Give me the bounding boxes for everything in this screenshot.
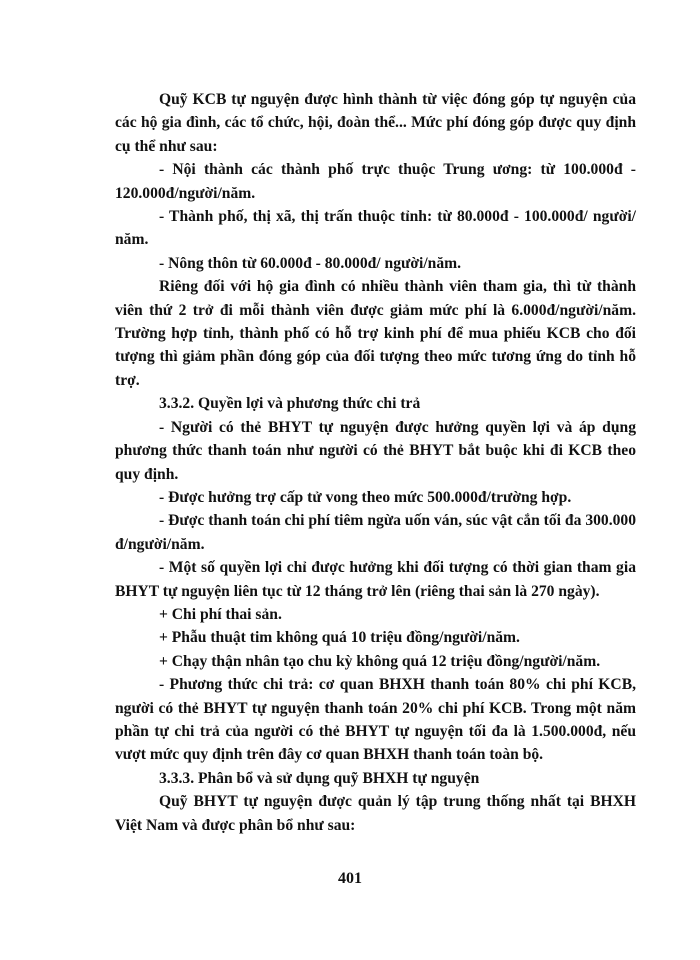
page-number: 401	[338, 870, 362, 887]
paragraph-benefits: - Người có thẻ BHYT tự nguyện được hưởng quyền lợi và áp dụng phương thức thanh toán như người có thẻ BHYT bắt buộc khi đi KCB theo quy định.	[115, 418, 636, 483]
paragraph-fund-allocation: Quỹ BHYT tự nguyện được quản lý tập trung thống nhất tại BHXH Việt Nam và được phân bổ như sau:	[115, 793, 636, 834]
paragraph-urban-fee: - Nội thành các thành phố trực thuộc Trung ương: từ 100.000đ - 120.000đ/người/năm.	[115, 161, 636, 202]
list-item-dialysis: + Chạy thận nhân tạo chu kỳ không quá 12 triệu đồng/người/năm.	[159, 652, 601, 670]
paragraph-household-discount: Riêng đối với hộ gia đình có nhiều thành viên tham gia, thì từ thành viên thứ 2 trở đi mỗi thành viên được giảm mức phí là 6.000đ/người/năm. Trường hợp tỉnh, thành phố có hỗ trợ kinh phí để mua phiếu KCB cho đối tượng thì giảm phần đóng góp của đối tượng theo mức tương ứng do tỉnh hỗ trợ.	[115, 278, 636, 389]
paragraph-vaccination: - Được thanh toán chi phí tiêm ngừa uốn ván, súc vật cắn tối đa 300.000 đ/người/năm.	[115, 512, 636, 553]
paragraph-fund-intro: Quỹ KCB tự nguyện được hình thành từ việc đóng góp tự nguyện của các hộ gia đình, các tổ chức, hội, đoàn thể... Mức phí đóng góp được quy định cụ thể như sau:	[115, 91, 636, 155]
paragraph-rural-fee: - Nông thôn từ 60.000đ - 80.000đ/ người/năm.	[159, 254, 462, 272]
page-body	[115, 88, 636, 837]
section-heading-3-3-3: 3.3.3. Phân bổ và sử dụng quỹ BHXH tự nguyện	[159, 769, 480, 787]
paragraph-provincial-fee: - Thành phố, thị xã, thị trấn thuộc tỉnh: từ 80.000đ - 100.000đ/ người/ năm.	[115, 208, 636, 249]
list-item-maternity: + Chi phí thai sản.	[159, 605, 282, 623]
paragraph-death-allowance: - Được hưởng trợ cấp tử vong theo mức 500.000đ/trường hợp.	[159, 488, 572, 506]
paragraph-conditional-benefits: - Một số quyền lợi chỉ được hưởng khi đối tượng có thời gian tham gia BHYT tự nguyện liên tục từ 12 tháng trở lên (riêng thai sản là 270 ngày).	[115, 559, 636, 600]
section-heading-3-3-2: 3.3.2. Quyền lợi và phương thức chi trả	[159, 395, 421, 413]
list-item-heart-surgery: + Phẫu thuật tim không quá 10 triệu đồng/người/năm.	[159, 629, 520, 647]
paragraph-payment-method: - Phương thức chi trả: cơ quan BHXH thanh toán 80% chi phí KCB, người có thẻ BHYT tự nguyện thanh toán 20% chi phí KCB. Trong một năm phần tự chi trả của người có thẻ BHYT tự nguyện tối đa là 1.500.000đ, nếu vượt mức quy định trên đây cơ quan BHXH thanh toán toàn bộ.	[115, 676, 636, 764]
